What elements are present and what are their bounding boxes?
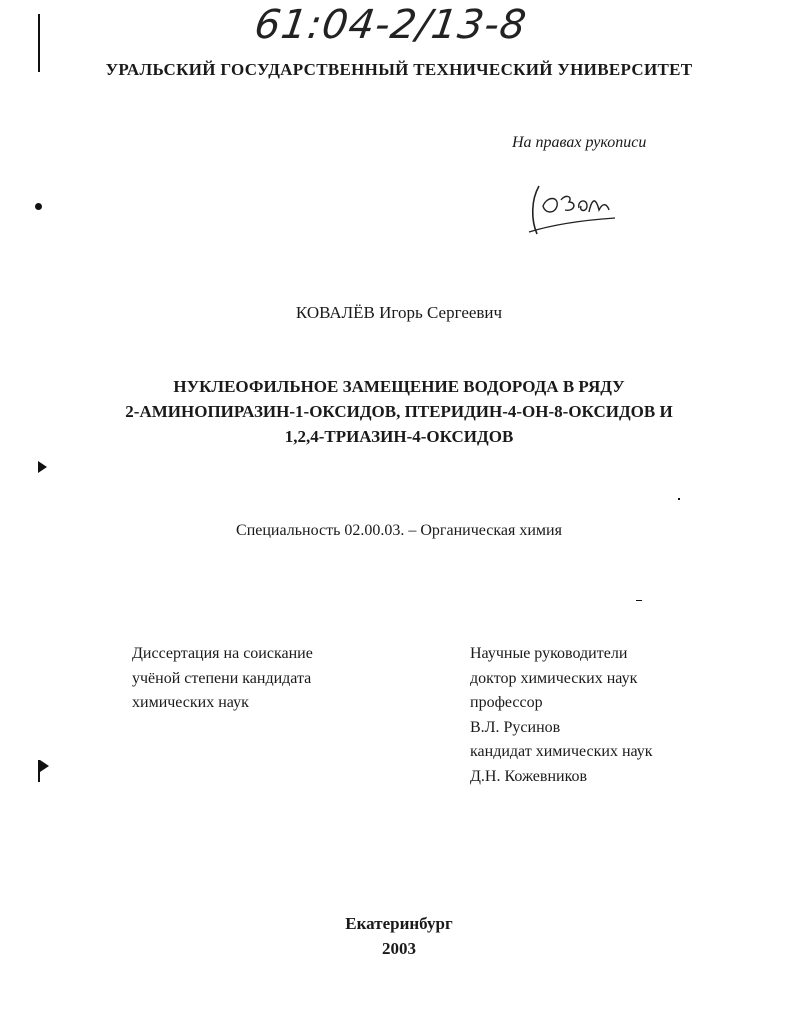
university-name: УРАЛЬСКИЙ ГОСУДАРСТВЕННЫЙ ТЕХНИЧЕСКИЙ УНИВЕРСИТЕТ: [105, 60, 693, 79]
supervisors-line: В.Л. Русинов: [470, 718, 561, 736]
dissertation-title: [0, 374, 798, 449]
scan-mark-dot: [35, 203, 42, 210]
supervisors-line: кандидат химических наук: [470, 743, 653, 760]
supervisors-block: [470, 642, 653, 789]
supervisors-line: Д.Н. Кожевников: [470, 767, 588, 785]
supervisors-line: доктор химических наук: [470, 669, 638, 687]
year: 2003: [382, 939, 416, 958]
title-line: 2-АМИНОПИРАЗИН-1-ОКСИДОВ, ПТЕРИДИН-4-ОН-8-ОКСИДОВ И: [125, 402, 673, 421]
scan-speck: [636, 600, 642, 601]
degree-block: [132, 642, 313, 716]
city-year: [0, 911, 798, 961]
supervisors-line: Научные руководители: [470, 645, 628, 662]
author-signature: [525, 180, 620, 240]
supervisors-line: профессор: [470, 694, 543, 711]
degree-line: учёной степени кандидата: [132, 669, 312, 687]
degree-line: химических наук: [132, 694, 249, 711]
scan-mark-flag-head: [40, 760, 49, 772]
archive-code-handwritten: 61:04-2/13-8: [251, 2, 530, 48]
scan-mark-arrow: [38, 461, 47, 473]
title-line: 1,2,4-ТРИАЗИН-4-ОКСИДОВ: [284, 427, 514, 446]
scan-speck: [678, 498, 680, 500]
city: Екатеринбург: [345, 914, 453, 933]
title-line: НУКЛЕОФИЛЬНОЕ ЗАМЕЩЕНИЕ ВОДОРОДА В РЯДУ: [173, 377, 625, 396]
specialty: Специальность 02.00.03. – Органическая химия: [236, 522, 562, 539]
manuscript-rights: На правах рукописи: [512, 134, 647, 151]
author-name: КОВАЛЁВ Игорь Сергеевич: [295, 303, 503, 322]
degree-line: Диссертация на соискание: [132, 645, 313, 662]
